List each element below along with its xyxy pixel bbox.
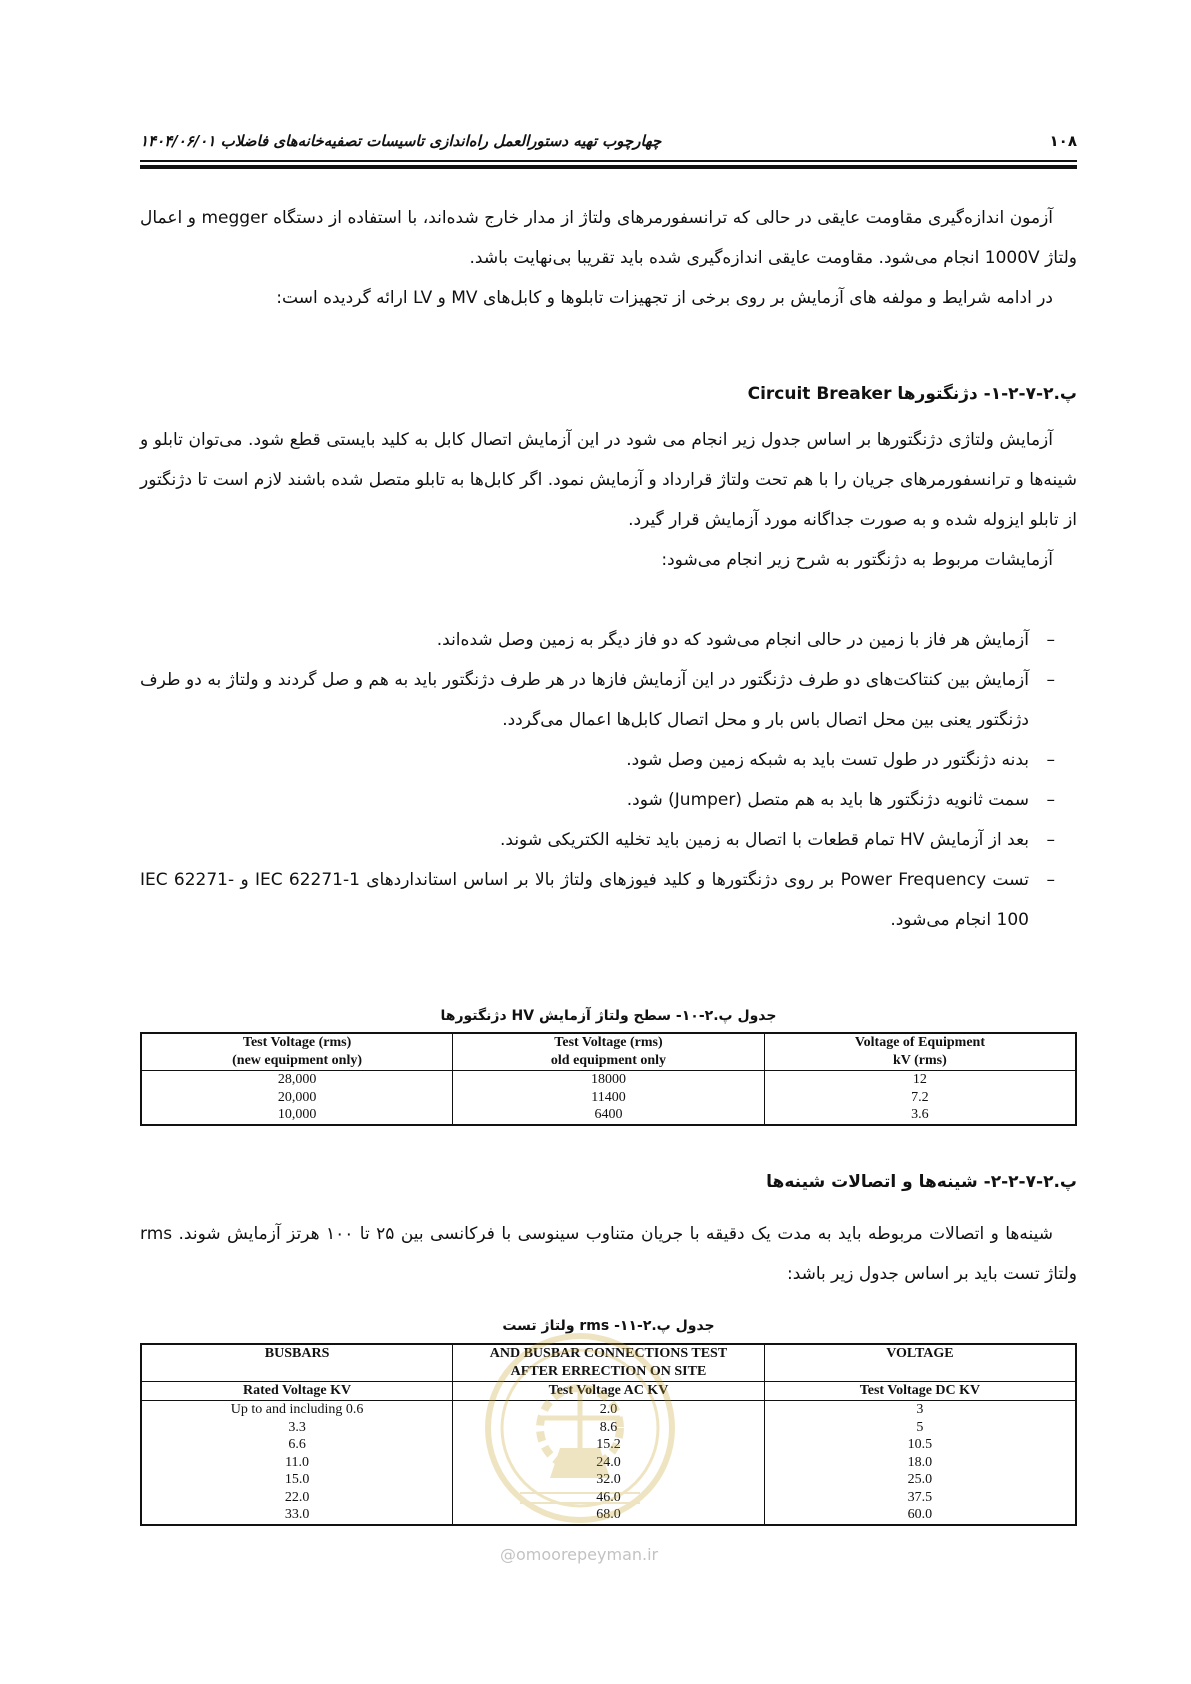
table-cell: 18.0 <box>764 1454 1076 1472</box>
table-cell: 25.0 <box>764 1471 1076 1489</box>
list-item-text: بدنه دژنگتور در طول تست باید به شبکه زمین وصل شود. <box>626 750 1029 770</box>
table-cell: 2.0 <box>453 1401 765 1419</box>
watermark-seal-icon <box>480 1328 680 1528</box>
table-cell: 8.6 <box>453 1419 765 1437</box>
list-item <box>140 860 1077 940</box>
hv-test-voltage-table <box>140 1032 1077 1126</box>
table-cell: 15.2 <box>453 1436 765 1454</box>
list-item <box>140 620 1077 660</box>
table-cell: 28,000 <box>141 1071 453 1089</box>
column-header: Test Voltage (rms) (new equipment only) <box>141 1033 453 1071</box>
table-cell: 3 <box>764 1401 1076 1419</box>
list-item <box>140 660 1077 740</box>
section2-text <box>140 1214 1077 1294</box>
list-item-text: تست Power Frequency بر روی دژنگتورها و کلید فیوزهای ولتاژ بالا بر اساس استانداردهای IEC 62271-1 و IEC 62271-100 انجام می‌شود. <box>140 870 1029 930</box>
dash-bullet: – <box>1046 870 1055 890</box>
table-cell: 5 <box>764 1419 1076 1437</box>
list-item-text: آزمایش بین کنتاکت‌های دو طرف دژنگتور در این آزمایش فازها در هر طرف دژنگتور باید به هم و صل گردند و ولتاژ به دو طرف دژنگتور یعنی بین محل اتصال باس بار و محل اتصال کابل‌ها اعمال می‌گردد. <box>140 670 1029 730</box>
table-row <box>141 1089 1076 1107</box>
column-header: BUSBARS <box>141 1344 453 1382</box>
table-cell: 32.0 <box>453 1471 765 1489</box>
table-cell: 46.0 <box>453 1489 765 1507</box>
table-cell: 11.0 <box>141 1454 453 1472</box>
table-cell: 60.0 <box>764 1506 1076 1525</box>
column-header: Test Voltage (rms) old equipment only <box>453 1033 765 1071</box>
section1-text <box>140 420 1077 580</box>
column-header: AND BUSBAR CONNECTIONS TEST AFTER ERRECTION ON SITE <box>453 1344 765 1382</box>
column-header: Test Voltage AC KV <box>453 1382 765 1401</box>
table-cell: 12 <box>764 1071 1076 1089</box>
table-cell: 6.6 <box>141 1436 453 1454</box>
dash-bullet: – <box>1046 790 1055 810</box>
table-cell: 37.5 <box>764 1489 1076 1507</box>
test-list <box>140 620 1077 940</box>
list-item <box>140 780 1077 820</box>
table-cell: 68.0 <box>453 1506 765 1525</box>
table-row <box>141 1106 1076 1125</box>
table-cell: 15.0 <box>141 1471 453 1489</box>
table-cell: 33.0 <box>141 1506 453 1525</box>
column-header: VOLTAGE <box>764 1344 1076 1382</box>
list-item <box>140 820 1077 860</box>
table-cell: 18000 <box>453 1071 765 1089</box>
table-cell: 6400 <box>453 1106 765 1125</box>
table-cell: 10.5 <box>764 1436 1076 1454</box>
column-header: Test Voltage DC KV <box>764 1382 1076 1401</box>
section-heading-circuit-breaker: پ.۲-۷-۲-۱- دژنگتورها Circuit Breaker <box>747 384 1077 404</box>
page-number: ۱۰۸ <box>1049 132 1077 150</box>
table-header-row <box>141 1033 1076 1071</box>
intro-text <box>140 198 1077 318</box>
column-header: Voltage of Equipment kV (rms) <box>764 1033 1076 1071</box>
list-item-text: آزمایش هر فاز با زمین در حالی انجام می‌شود که دو فاز دیگر به زمین وصل شده‌اند. <box>436 630 1029 650</box>
table-cell: Up to and including 0.6 <box>141 1401 453 1419</box>
dash-bullet: – <box>1046 750 1055 770</box>
intro-paragraph-1: آزمون اندازه‌گیری مقاومت عایقی در حالی که ترانسفورمرهای ولتاژ از مدار خارج شده‌اند، با استفاده از دستگاه megger و اعمال ولتاژ 1000V انجام می‌شود. مقاومت عایقی اندازه‌گیری شده باید تقریبا بی‌نهایت باشد. <box>140 208 1077 268</box>
dash-bullet: – <box>1046 670 1055 690</box>
watermark-text: @omoorepeyman.ir <box>500 1545 659 1564</box>
list-item-text: بعد از آزمایش HV تمام قطعات با اتصال به زمین باید تخلیه الکتریکی شوند. <box>500 830 1029 850</box>
table-cell: 10,000 <box>141 1106 453 1125</box>
table-cell: 22.0 <box>141 1489 453 1507</box>
column-header: Rated Voltage KV <box>141 1382 453 1401</box>
header-rule-thick <box>140 165 1077 169</box>
page-header <box>140 128 1077 160</box>
list-item-text: سمت ثانویه دژنگتور ها باید به هم متصل (Jumper) شود. <box>626 790 1029 810</box>
table-cell: 20,000 <box>141 1089 453 1107</box>
section2-paragraph-1: شینه‌ها و اتصالات مربوطه باید به مدت یک دقیقه با جریان متناوب سینوسی با فرکانسی بین ۲۵ تا ۱۰۰ هرتز آزمایش شوند. rms ولتاژ تست باید بر اساس جدول زیر باشد: <box>140 1224 1077 1284</box>
table-caption-11: جدول پ.۲-۱۱- rms ولتاژ تست <box>502 1318 715 1334</box>
section-heading-busbars: پ.۲-۷-۲-۲- شینه‌ها و اتصالات شینه‌ها <box>766 1172 1077 1192</box>
table-cell: 3.6 <box>764 1106 1076 1125</box>
table-row <box>141 1071 1076 1089</box>
running-title: چهارچوب تهیه دستورالعمل راه‌اندازی تاسیسات تصفیه‌خانه‌های فاضلاب ۱۴۰۴/۰۶/۰۱ <box>140 132 662 150</box>
dash-bullet: – <box>1046 630 1055 650</box>
table-cell: 24.0 <box>453 1454 765 1472</box>
section1-paragraph-2: آزمایشات مربوط به دژنگتور به شرح زیر انجام می‌شود: <box>661 550 1053 570</box>
table-cell: 7.2 <box>764 1089 1076 1107</box>
table-caption-10: جدول پ.۲-۱۰- سطح ولتاژ آزمایش HV دژنگتورها <box>440 1008 777 1024</box>
table-cell: 3.3 <box>141 1419 453 1437</box>
list-item <box>140 740 1077 780</box>
table-cell: 11400 <box>453 1089 765 1107</box>
dash-bullet: – <box>1046 830 1055 850</box>
header-rule <box>140 160 1077 162</box>
intro-paragraph-2: در ادامه شرایط و مولفه های آزمایش بر روی برخی از تجهیزات تابلوها و کابل‌های MV و LV ارائه گردیده است: <box>276 288 1053 308</box>
section1-paragraph-1: آزمایش ولتاژی دژنگتورها بر اساس جدول زیر انجام می شود در این آزمایش اتصال کابل به کلید بایستی قطع شود. می‌توان تابلو و شینه‌ها و ترانسفورمرهای جریان را با هم تحت ولتاژ قرارداد و آزمایش نمود. اگر کابل‌ها به تابلو متصل شده باشند لازم است تا دژنگتور از تابلو ایزوله شده و به صورت جداگانه مورد آزمایش قرار گیرد. <box>140 430 1077 530</box>
